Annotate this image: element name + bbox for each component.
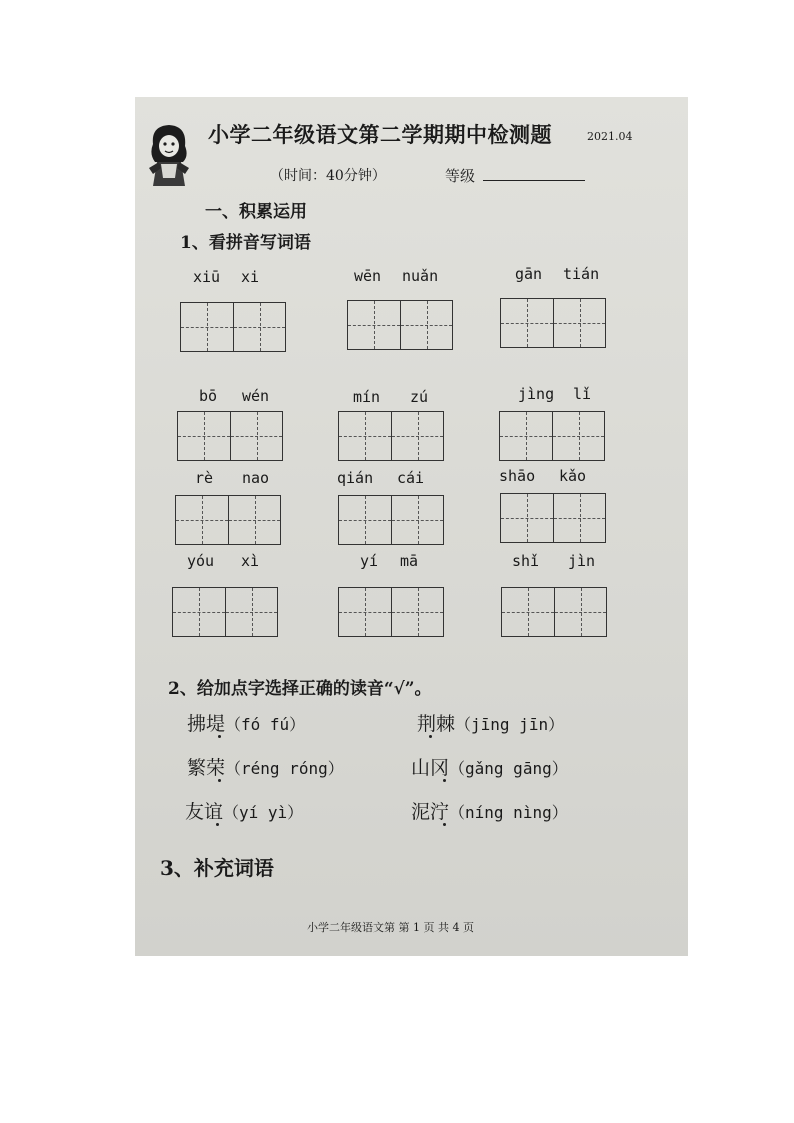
pinyin-label: gān: [515, 265, 543, 283]
grade-label: 等级: [445, 167, 476, 185]
emphasis-dot: [429, 735, 432, 738]
question-1-title: 1、看拼音写词语: [180, 233, 311, 253]
pinyin-label: yóu: [187, 552, 215, 570]
pinyin-label: cái: [397, 469, 425, 487]
reading-word: 荆棘: [417, 713, 456, 735]
reading-word: 山冈: [411, 757, 450, 779]
section-title: 一、积累运用: [205, 202, 307, 222]
reading-item: [185, 797, 303, 824]
pinyin-label: qián: [337, 469, 374, 487]
pinyin-label: xì: [241, 552, 260, 570]
writing-grid[interactable]: [501, 587, 607, 637]
writing-grid[interactable]: [338, 411, 444, 461]
pinyin-label: nao: [242, 469, 270, 487]
emphasis-dot: [216, 823, 219, 826]
question-3-title: 3、补充词语: [160, 856, 274, 880]
writing-grid[interactable]: [175, 495, 281, 545]
pinyin-label: yí: [360, 552, 379, 570]
pinyin-label: xi: [241, 268, 260, 286]
pinyin-label: mín: [353, 388, 381, 406]
pinyin-label: jìng: [518, 385, 555, 403]
reading-options[interactable]: （níng nìng）: [449, 803, 568, 822]
pinyin-label: xiū: [193, 268, 221, 286]
question-2-title: 2、给加点字选择正确的读音“√”。: [168, 679, 432, 699]
writing-grid[interactable]: [177, 411, 283, 461]
exam-sheet: [135, 97, 688, 956]
writing-grid[interactable]: [338, 495, 444, 545]
pinyin-label: nuǎn: [402, 267, 439, 285]
reading-item: [411, 797, 568, 824]
reading-options[interactable]: （fó fú）: [225, 715, 306, 734]
reading-item: [417, 709, 564, 736]
exam-title: 小学二年级语文第二学期期中检测题: [208, 122, 552, 147]
reading-item: [187, 753, 344, 780]
writing-grid[interactable]: [180, 302, 286, 352]
pinyin-label: wén: [242, 387, 270, 405]
reading-item: [187, 709, 305, 736]
writing-grid[interactable]: [500, 298, 606, 348]
pinyin-label: bō: [199, 387, 218, 405]
reading-item: [411, 753, 568, 780]
reading-options[interactable]: （yí yì）: [223, 803, 304, 822]
writing-grid[interactable]: [500, 493, 606, 543]
page-footer: 小学二年级语文第 第 1 页 共 4 页: [307, 921, 474, 934]
writing-grid[interactable]: [347, 300, 453, 350]
writing-grid[interactable]: [338, 587, 444, 637]
emphasis-dot: [218, 735, 221, 738]
reading-options[interactable]: （gǎng gāng）: [449, 759, 568, 778]
reading-word: 友谊: [185, 801, 224, 823]
grade-blank-line[interactable]: [483, 180, 585, 181]
pinyin-label: mā: [400, 552, 419, 570]
pinyin-label: lǐ: [573, 385, 592, 403]
pinyin-label: shāo: [499, 467, 536, 485]
reading-word: 繁荣: [187, 757, 226, 779]
pinyin-label: jìn: [568, 552, 596, 570]
writing-grid[interactable]: [499, 411, 605, 461]
pinyin-label: wēn: [354, 267, 382, 285]
pinyin-label: kǎo: [559, 467, 587, 485]
writing-grid[interactable]: [172, 587, 278, 637]
reading-word: 拂堤: [187, 713, 226, 735]
exam-date: 2021.04: [587, 130, 633, 143]
pinyin-label: tián: [563, 265, 600, 283]
pinyin-label: rè: [195, 469, 214, 487]
reading-options[interactable]: （jīng jīn）: [455, 715, 565, 734]
emphasis-dot: [443, 779, 446, 782]
emphasis-dot: [443, 823, 446, 826]
pinyin-label: shǐ: [512, 552, 540, 570]
reading-options[interactable]: （réng róng）: [225, 759, 344, 778]
girl-cartoon-icon: [145, 122, 193, 190]
reading-word: 泥泞: [411, 801, 450, 823]
emphasis-dot: [218, 779, 221, 782]
pinyin-label: zú: [410, 388, 429, 406]
exam-time: （时间：40分钟）: [270, 168, 386, 184]
